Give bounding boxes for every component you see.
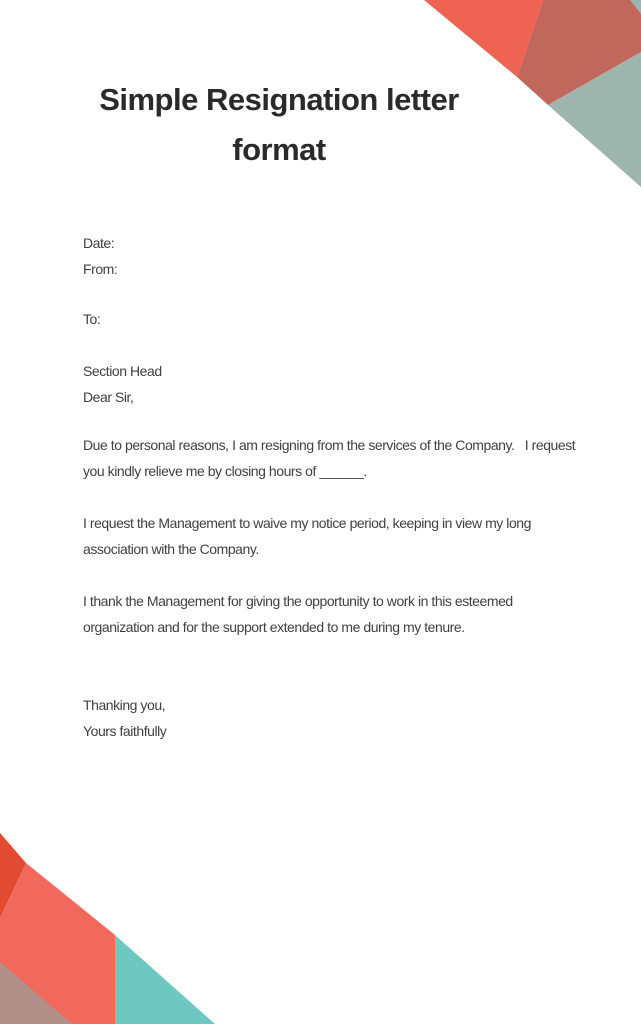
date-label: Date:: [83, 235, 115, 251]
closing-block: [83, 692, 641, 744]
from-label: From:: [83, 261, 118, 277]
paragraph-3-line-2: organization and for the support extended to me during my tenure.: [83, 619, 465, 635]
paragraph-3-line-1: I thank the Management for giving the opportunity to work in this esteemed: [83, 593, 513, 609]
salutation-block: [83, 358, 641, 410]
paragraph-2-line-1: I request the Management to waive my notice period, keeping in view my long: [83, 515, 531, 531]
bottom-red-triangle: [0, 833, 26, 918]
letter-body: [83, 230, 641, 744]
page-title-line-1: Simple Resignation letter: [99, 82, 459, 117]
closing-signoff: Yours faithfully: [83, 723, 167, 739]
page-title-line-2: format: [232, 132, 326, 167]
paragraph-3: [83, 588, 641, 640]
top-coral-triangle: [424, 0, 543, 77]
bottom-teal-triangle: [115, 935, 215, 1024]
top-corner-sage-sliver: [630, 0, 641, 14]
salutation: Dear Sir,: [83, 389, 134, 405]
to-label: To:: [83, 311, 101, 327]
top-brick-polygon: [517, 0, 641, 105]
paragraph-1: [83, 432, 641, 484]
paragraph-1-line-1: Due to personal reasons, I am resigning from the services of the Company. I request: [83, 437, 576, 453]
top-sage-triangle: [548, 52, 641, 187]
bottom-mauve-triangle: [0, 962, 72, 1024]
closing-thanks: Thanking you,: [83, 697, 166, 713]
paragraph-2-line-2: association with the Company.: [83, 541, 259, 557]
recipient-title: Section Head: [83, 363, 162, 379]
paragraph-2: [83, 510, 641, 562]
bottom-coral-polygon: [0, 863, 115, 1024]
page-title: [49, 75, 509, 175]
to-block: [83, 306, 641, 332]
date-from-block: [83, 230, 641, 282]
paragraph-1-line-2: you kindly relieve me by closing hours of ______.: [83, 463, 367, 479]
